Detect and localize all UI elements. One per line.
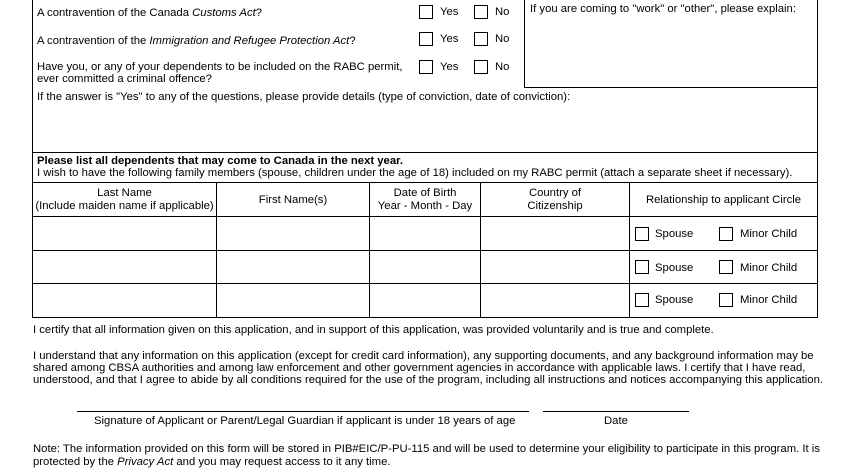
col-header-first-names: First Name(s) [258,194,328,206]
q1-no-checkbox[interactable] [474,5,488,19]
dependent-2-dob-field[interactable] [371,252,479,282]
question-immigration-act: A contravention of the Immigration and Refugee Protection Act? [37,35,356,47]
col-header-last-name: Last Name (Include maiden name if applicable) [35,187,214,212]
details-label: If the answer is "Yes" to any of the questions, please provide details (type of conviction, date of conviction): [37,91,571,103]
dependent-2-spouse-label: Spouse [655,262,694,274]
dependent-3-minor-checkbox[interactable] [719,293,733,307]
date-field[interactable] [543,392,689,410]
signature-label: Signature of Applicant or Parent/Legal Guardian if applicant is under 18 years of age [94,415,516,427]
dependent-1-last-name-field[interactable] [34,218,215,249]
understand-statement-line2: shared among CBSA authorities and among law enforcement and other government agencies in accordance with applicable laws. I certify that I have read, [33,362,806,374]
q1-no-label: No [495,6,510,18]
col-header-relationship: Relationship to applicant Circle [645,194,802,206]
explain-label: If you are coming to "work" or "other", please explain: [530,3,796,15]
privacy-note-line1: Note: The information provided on this form will be stored in PIB#EIC/P-PU-115 and will be used to determine your eligibility to participate in this program. It is [33,443,820,455]
q1-yes-checkbox[interactable] [419,5,433,19]
dependent-3-minor-label: Minor Child [740,294,798,306]
dependent-3-country-field[interactable] [482,285,628,316]
question-criminal-offence-line2: ever committed a criminal offence? [37,73,212,85]
dependent-1-dob-field[interactable] [371,218,479,249]
q3-no-label: No [495,61,510,73]
col-header-country: Country of Citizenship [527,187,583,212]
dependent-2-minor-checkbox[interactable] [719,260,733,274]
question-criminal-offence-line1: Have you, or any of your dependents to be included on the RABC permit, [37,61,403,73]
dependent-1-country-field[interactable] [482,218,628,249]
dependent-1-spouse-label: Spouse [655,228,694,240]
signature-field[interactable] [77,392,529,410]
dependent-1-minor-checkbox[interactable] [719,227,733,241]
dependents-subheading: I wish to have the following family members (spouse, children under the age of 18) included on my RABC permit (attach a separate sheet if necessary). [37,167,793,179]
dependent-2-spouse-checkbox[interactable] [635,260,649,274]
q2-yes-label: Yes [440,33,459,45]
dependent-3-spouse-checkbox[interactable] [635,293,649,307]
privacy-note-line2: protected by the Privacy Act and you may request access to it any time. [33,456,391,468]
q2-yes-checkbox[interactable] [419,32,433,46]
details-textarea[interactable] [34,106,816,150]
q1-yes-label: Yes [440,6,459,18]
dependent-2-minor-label: Minor Child [740,262,798,274]
dependent-3-first-names-field[interactable] [218,285,368,316]
dependent-3-spouse-label: Spouse [655,294,694,306]
understand-statement-line1: I understand that any information on this application (except for credit card information), any supporting documents, and any background information may be [33,350,814,362]
q2-no-checkbox[interactable] [474,32,488,46]
dependent-2-first-names-field[interactable] [218,252,368,282]
q3-no-checkbox[interactable] [474,60,488,74]
col-header-date-of-birth: Date of Birth Year - Month - Day [377,187,473,212]
dependent-1-first-names-field[interactable] [218,218,368,249]
q2-no-label: No [495,33,510,45]
understand-statement-line3: understood, and that I agree to abide by all conditions required for the use of the program, including all instructions and notices accompanying this application. [33,374,824,386]
dependent-3-dob-field[interactable] [371,285,479,316]
q3-yes-label: Yes [440,61,459,73]
certify-statement: I certify that all information given on this application, and in support of this application, was provided voluntarily and is true and complete. [33,324,714,336]
explain-textarea[interactable] [526,18,816,86]
dependent-3-last-name-field[interactable] [34,285,215,316]
date-label: Date [604,415,628,427]
dependent-1-spouse-checkbox[interactable] [635,227,649,241]
dependent-1-minor-label: Minor Child [740,228,798,240]
question-customs-act: A contravention of the Canada Customs Act? [37,7,263,19]
dependent-2-last-name-field[interactable] [34,252,215,282]
q3-yes-checkbox[interactable] [419,60,433,74]
dependent-2-country-field[interactable] [482,252,628,282]
dependents-heading: Please list all dependents that may come to Canada in the next year. [37,155,404,167]
